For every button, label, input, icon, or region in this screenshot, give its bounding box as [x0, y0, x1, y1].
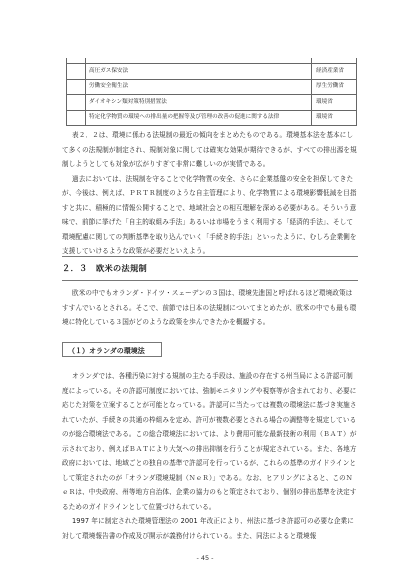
authority-cell: 経済産業省: [312, 64, 357, 80]
section-number: ２．３: [62, 263, 88, 273]
table-row: [67, 79, 357, 95]
law-name-cell: 高圧ガス保安法: [86, 64, 312, 80]
page-number: - 45 -: [196, 554, 214, 562]
law-table: [66, 58, 357, 126]
section-title: 欧米の法規制: [96, 263, 147, 273]
paragraph: 欧米の中でもオランダ・ドイツ・スェーデンの３国は、環境先進国と呼ばれるほど環境政策はすすんでいるとされる。そこで、前節では日本の法規制についてまとめたが、欧米の中でも最も環境に特化している３国がどのような政策を歩んできたかを概観する。: [62, 289, 357, 326]
section-text: [62, 286, 358, 330]
intro-text: [62, 128, 358, 259]
paragraph: 過去においては、法規制を守ることで化学物質の安全、さらに企業基盤の安全を担保してきたが、今後は、例えば、ＰＲＴＲ制度のような自主管理により、化学物質による環境影響低減を目指すと共に、積極的に情報公開することで、地域社会との相互理解を深める必要がある。そういう意味で、前節に挙げた「自主的取組み手法」あるいは市場をうまく利用する「経済的手法」、そして環境配慮に関しての判断基準を取り込んでいく「手続き的手法」といったように、むしろ企業側を支援していけるような政策が必要だといえよう。: [62, 174, 357, 255]
law-name-cell: 労働安全衛生法: [86, 79, 312, 95]
law-name-cell: 特定化学物質の環境への排出量の把握等及び管理の改善の促進に関する法律: [86, 110, 312, 126]
table-row: [67, 110, 357, 126]
paragraph: 表２．２は、環境に係わる法規制の最近の傾向をまとめたものである。環境基本法を基本にして多くの法規制が制定され、規制対象に関しては確実な効果が期待できるが、すべての排出源を規制しようとしても対象が広がりすぎて非常に難しいのが実情である。: [62, 131, 357, 168]
table-row: [67, 95, 357, 111]
law-name-cell: ダイオキシン類対策特別措置法: [86, 95, 312, 111]
authority-cell: 環境省: [312, 95, 357, 111]
table-row: [67, 64, 357, 80]
paragraph: オランダでは、各種汚染に対する規制の主たる手段は、施設の存在する州当局による許認可制度によっている。その許認可制度においては、強制モニタリングや視察等が含まれており、必要に応じた対策を立案することが可能となっている。許認可に当たっては複数の環境法に基づき実施されていたが、手続きの共通の枠組みを定め、許可が複数必要とされる場合の調整等を規定しているのが総合環境法である。この総合環境法においては、より費用可能な最新技術の利用（ＢＡＴ）が示されており、例えばＢＡＴにより大気への排出抑制を行うことが規定されている。また、各地方政府においては、地域ごとの独自の基準で許認可を行っているが、これらの基準のガイドラインとして策定されたのが「オランダ環境規制（ＮｅＲ）」である。なお、ヒアリングによると、このＮｅＲは、中央政府、州等地方自治体、企業の協力のもと策定されており、個別の排出基準を決定するためのガイドラインとして位置づけられている。: [62, 372, 357, 511]
authority-cell: 厚生労働省: [312, 79, 357, 95]
subsection-text: [62, 369, 358, 543]
section-heading: [62, 256, 358, 281]
authority-cell: 環境省: [312, 110, 357, 126]
paragraph: 1997 年に制定された環境管理法の 2001 年改正により、州法に基づき許認可の必要な企業に対して環境報告書の作成及び開示が義務付けられている。また、同法によると環境報: [62, 517, 354, 540]
subsection-heading: （１）オランダの環境法: [62, 342, 162, 357]
